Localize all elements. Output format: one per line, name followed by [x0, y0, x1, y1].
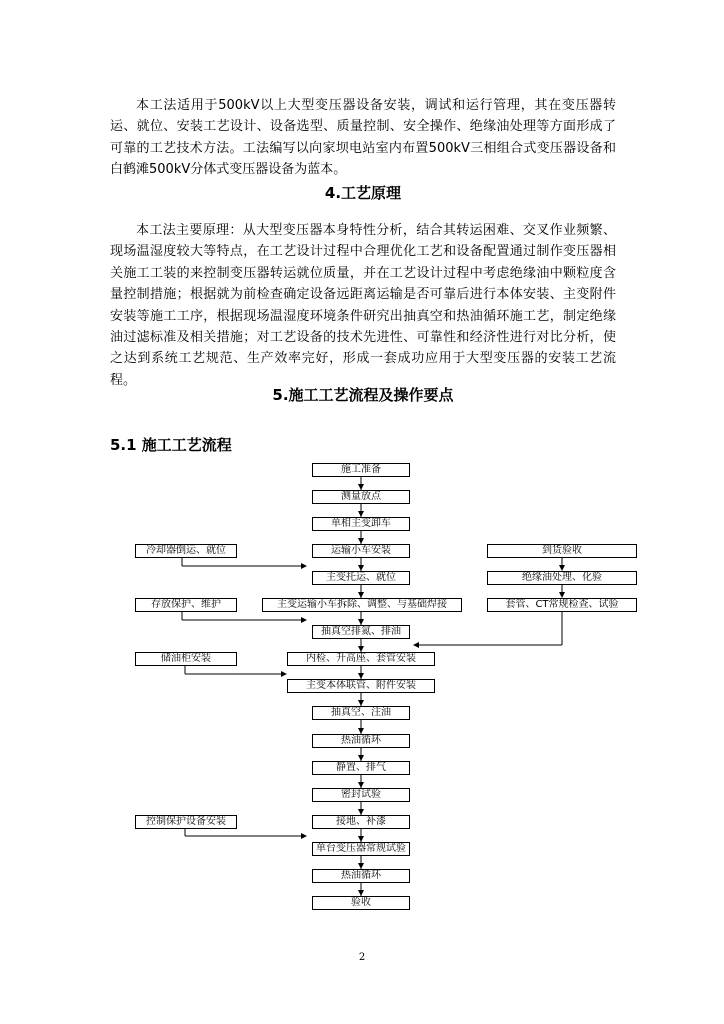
step-piping-accessories: 主变本体联管、附件安装	[287, 679, 435, 693]
step-vacuum-nitrogen: 抽真空排氮、排油	[312, 625, 410, 639]
step-rest-vent: 静置、排气	[312, 761, 410, 775]
section-5-heading: 5.施工工艺流程及操作要点	[272, 386, 454, 404]
step-ground-paint: 接地、补漆	[312, 815, 410, 829]
intro-paragraph: 本工法适用于500kV以上大型变压器设备安装，调试和运行管理，其在变压器转运、就位、安装工艺设计、设备选型、质量控制、安全操作、绝缘油处理等方面形成了可靠的工艺技术方法。工法编写以向家坝电站室内布置500kV三相组合式变压器设备和白鹤滩500kV分体式变压器设备为蓝本。	[110, 98, 616, 178]
step-survey: 测量放点	[312, 490, 410, 504]
step-inspection-bushing: 内检、升高座、套管安装	[287, 652, 435, 666]
section-4-heading: 4.工艺原理	[324, 184, 402, 202]
step-vacuum-fill: 抽真空、注油	[312, 706, 410, 720]
section-5-1-heading: 5.1 施工工艺流程	[110, 436, 232, 454]
step-haul-position: 主变托运、就位	[312, 571, 410, 585]
side-storage-maintenance: 存放保护、维护	[135, 598, 237, 612]
step-unload: 单相主变卸车	[312, 517, 410, 531]
side-bushing-ct-test: 套管、CT常规检查、试验	[487, 598, 637, 612]
side-oil-treatment: 绝缘油处理、化验	[487, 571, 637, 585]
step-prepare: 施工准备	[312, 463, 410, 477]
step-cart-install: 运输小车安装	[312, 544, 410, 558]
step-cart-removal: 主变运输小车拆除、调整、与基础焊接	[262, 598, 462, 612]
side-control-protection: 控制保护设备安装	[135, 815, 237, 829]
side-arrival-acceptance: 到货验收	[487, 544, 637, 558]
side-conservator-install: 储油柜安装	[135, 652, 237, 666]
side-cooler-transport: 冷却器倒运、就位	[135, 544, 237, 558]
step-hot-oil-2: 热油循环	[312, 869, 410, 883]
step-routine-test: 单台变压器常规试验	[312, 842, 410, 856]
principle-paragraph: 本工法主要原理：从大型变压器本身特性分析，结合其转运困难、交叉作业频繁、现场温湿度较大等特点，在工艺设计过程中合理优化工艺和设备配置通过制作变压器相关施工工装的来控制变压器转运就位质量，并在工艺设计过程中考虑绝缘油中颗粒度含量控制措施；根据就为前检查确定设备远距离运输是否可靠后进行本体安装、主变附件安装等施工工序，根据现场温湿度环境条件研究出抽真空和热油循环施工艺，制定绝缘油过滤标准及相关措施；对工艺设备的技术先进性、可靠性和经济性进行对比分析，使之达到系统工艺规范、生产效率完好，形成一套成功应用于大型变压器的安装工艺流程。	[110, 223, 616, 388]
page-number: 2	[358, 952, 366, 963]
step-seal-test: 密封试验	[312, 788, 410, 802]
step-hot-oil-1: 热油循环	[312, 734, 410, 748]
step-acceptance: 验收	[312, 896, 410, 910]
